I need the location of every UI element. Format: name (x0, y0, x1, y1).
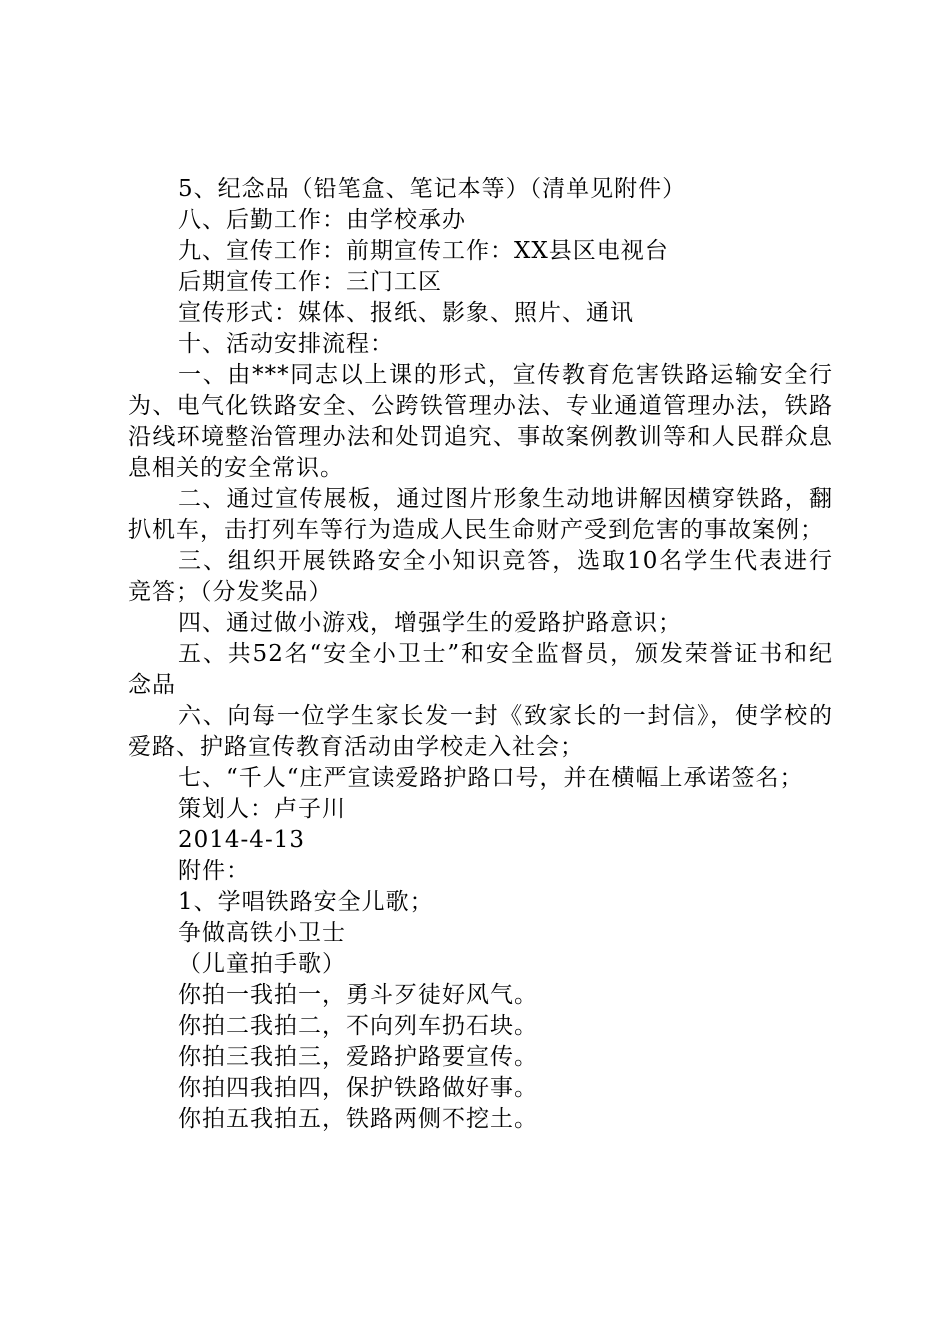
paragraph-song-line-5: 你拍五我拍五，铁路两侧不挖土。 (178, 1106, 538, 1132)
paragraph-song-line-2: 你拍二我拍二，不向列车扔石块。 (178, 1013, 538, 1039)
paragraph-song-line-3: 你拍三我拍三，爱路护路要宣传。 (178, 1044, 538, 1070)
paragraph-attachment-heading: 附件： (178, 858, 250, 884)
paragraph-song-subtitle: （儿童拍手歌） (178, 951, 346, 977)
paragraph-step-3: 三、组织开展铁路安全小知识竞答，选取10名学生代表进行竞答；（分发奖品） (128, 548, 833, 605)
paragraph-date: 2014-4-13 (178, 827, 305, 853)
paragraph-step-7: 七、“千人“庄严宣读爱路护路口号，并在横幅上承诺签名； (178, 765, 804, 791)
paragraph-publicity: 九、宣传工作：前期宣传工作：XX县区电视台 (178, 238, 669, 264)
paragraph-later-publicity: 后期宣传工作：三门工区 (178, 269, 442, 295)
paragraph-song-line-1: 你拍一我拍一，勇斗歹徒好风气。 (178, 982, 538, 1008)
paragraph-souvenirs: 5、纪念品（铅笔盒、笔记本等）（清单见附件） (178, 176, 687, 202)
paragraph-publicity-forms: 宣传形式：媒体、报纸、影象、照片、通讯 (178, 300, 634, 326)
paragraph-step-5: 五、共52名“安全小卫士”和安全监督员，颁发荣誉证书和纪念品 (128, 641, 833, 698)
paragraph-song-line-4: 你拍四我拍四，保护铁路做好事。 (178, 1075, 538, 1101)
paragraph-schedule-heading: 十、活动安排流程： (178, 331, 394, 357)
paragraph-planner: 策划人：卢子川 (178, 796, 346, 822)
document-body (128, 174, 833, 1135)
paragraph-step-2: 二、通过宣传展板，通过图片形象生动地讲解因横穿铁路，翻扒机车，击打列车等行为造成人民生命财产受到危害的事故案例； (128, 486, 833, 543)
paragraph-step-4: 四、通过做小游戏，增强学生的爱路护路意识； (178, 610, 682, 636)
paragraph-step-1: 一、由***同志以上课的形式，宣传教育危害铁路运输安全行为、电气化铁路安全、公跨铁管理办法、专业通道管理办法，铁路沿线环境整治管理办法和处罚追究、事故案例教训等和人民群众息息相关的安全常识。 (128, 362, 833, 481)
paragraph-step-6: 六、向每一位学生家长发一封《致家长的一封信》，使学校的爱路、护路宣传教育活动由学校走入社会； (128, 703, 833, 760)
paragraph-song-title: 争做高铁小卫士 (178, 920, 346, 946)
paragraph-logistics: 八、后勤工作：由学校承办 (178, 207, 466, 233)
paragraph-attachment-1: 1、学唱铁路安全儿歌； (178, 889, 434, 915)
